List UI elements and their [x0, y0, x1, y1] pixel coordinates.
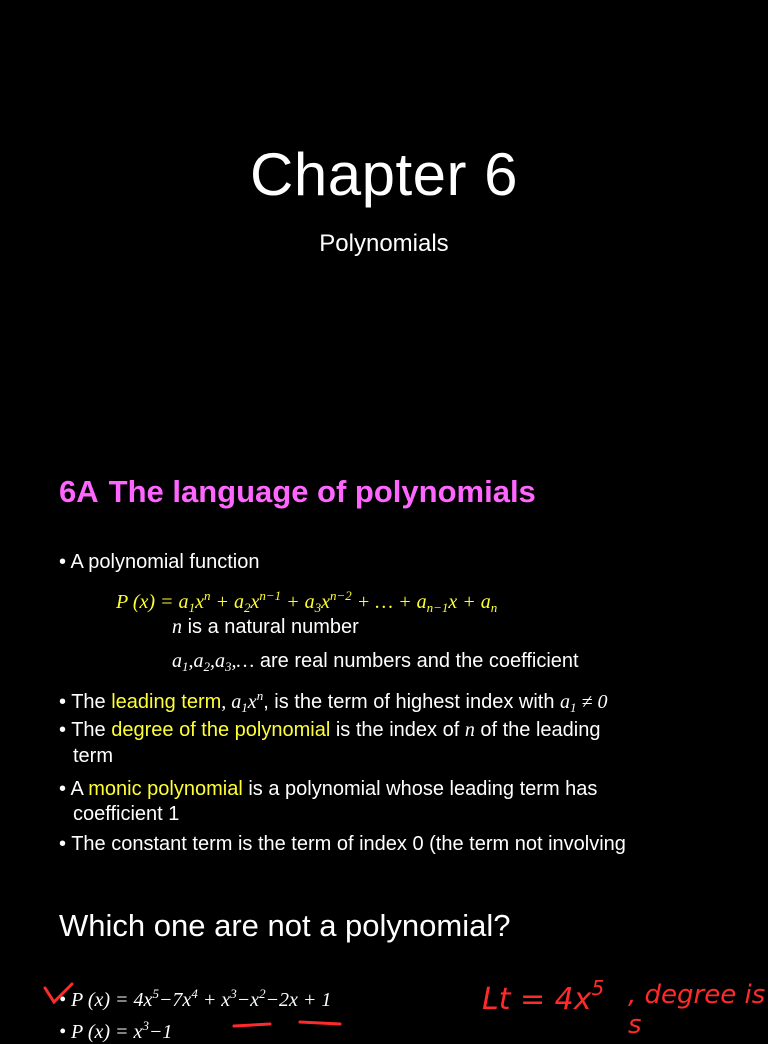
chapter-subtitle: Polynomials — [319, 230, 449, 257]
question-slide — [0, 864, 768, 1043]
highlight-leading-term: leading term — [111, 691, 222, 713]
coefficients-line: $a_1,a_2,a_3,\dots$ are real numbers and the coefficient — [172, 650, 579, 674]
text: The — [71, 719, 112, 741]
bullet-degree-cont: term — [73, 745, 113, 767]
chapter-title: Chapter 6 — [250, 141, 518, 208]
natural-text: is a natural number — [187, 616, 359, 638]
highlight-degree: degree of the polynomial — [111, 719, 331, 741]
handwritten-scribble-icon — [230, 1014, 380, 1028]
natural-number-line: n is a natural number — [172, 616, 359, 638]
text: is the index of — [330, 719, 465, 741]
bullet-text: A polynomial function — [70, 551, 260, 573]
question-title: Which one are not a polynomial? — [59, 908, 511, 943]
note-exponent: 5 — [591, 976, 605, 1000]
definitions-slide — [0, 432, 768, 864]
text: is a polynomial whose leading term has — [242, 778, 598, 800]
text: of the leading — [474, 719, 601, 741]
polynomial-formula: P $(x) = a_1x^n + a_2x^{n-1} + a_3x^{n-2}$ + … + $a_{n-1}x + a_n$ — [116, 588, 498, 615]
section-number: 6A — [59, 474, 99, 509]
polynomial-example-1: • P $(x) = 4x^5-7x^4 + x^3-x^2-2x + 1$ — [59, 986, 332, 1011]
section-title: The language of polynomials — [108, 474, 536, 509]
text: A — [70, 778, 89, 800]
handwritten-note-leading-term — [482, 976, 604, 1017]
text: The constant term is the term of index 0 (the term not involving — [71, 833, 626, 855]
note-text: Lt = 4x — [482, 982, 592, 1017]
text: The — [71, 691, 112, 713]
highlight-monic: monic polynomial — [88, 778, 243, 800]
coefficients-text: are real numbers and the coefficient — [259, 650, 579, 672]
polynomial-example-2: • P $(x) = x^3-1$ — [59, 1018, 173, 1043]
section-heading — [59, 474, 536, 510]
bullet-leading-term: • The leading term, $a_1x^n$, is the term of highest index with $a_1 \ne 0$ — [59, 688, 608, 715]
bullet-degree: • The degree of the polynomial is the index of n of the leading — [59, 719, 601, 741]
bullet-monic-cont: coefficient 1 — [73, 803, 180, 825]
title-slide — [0, 0, 768, 432]
text: , is the term of highest index with — [263, 691, 555, 713]
bullet-monic: • A monic polynomial is a polynomial whose leading term has — [59, 778, 598, 800]
handwritten-note-degree: , degree is s — [628, 980, 766, 1040]
bullet-constant-term: • The constant term is the term of index 0 (the term not involving — [59, 833, 626, 855]
bullet-polynomial-function: • A polynomial function — [59, 551, 260, 573]
